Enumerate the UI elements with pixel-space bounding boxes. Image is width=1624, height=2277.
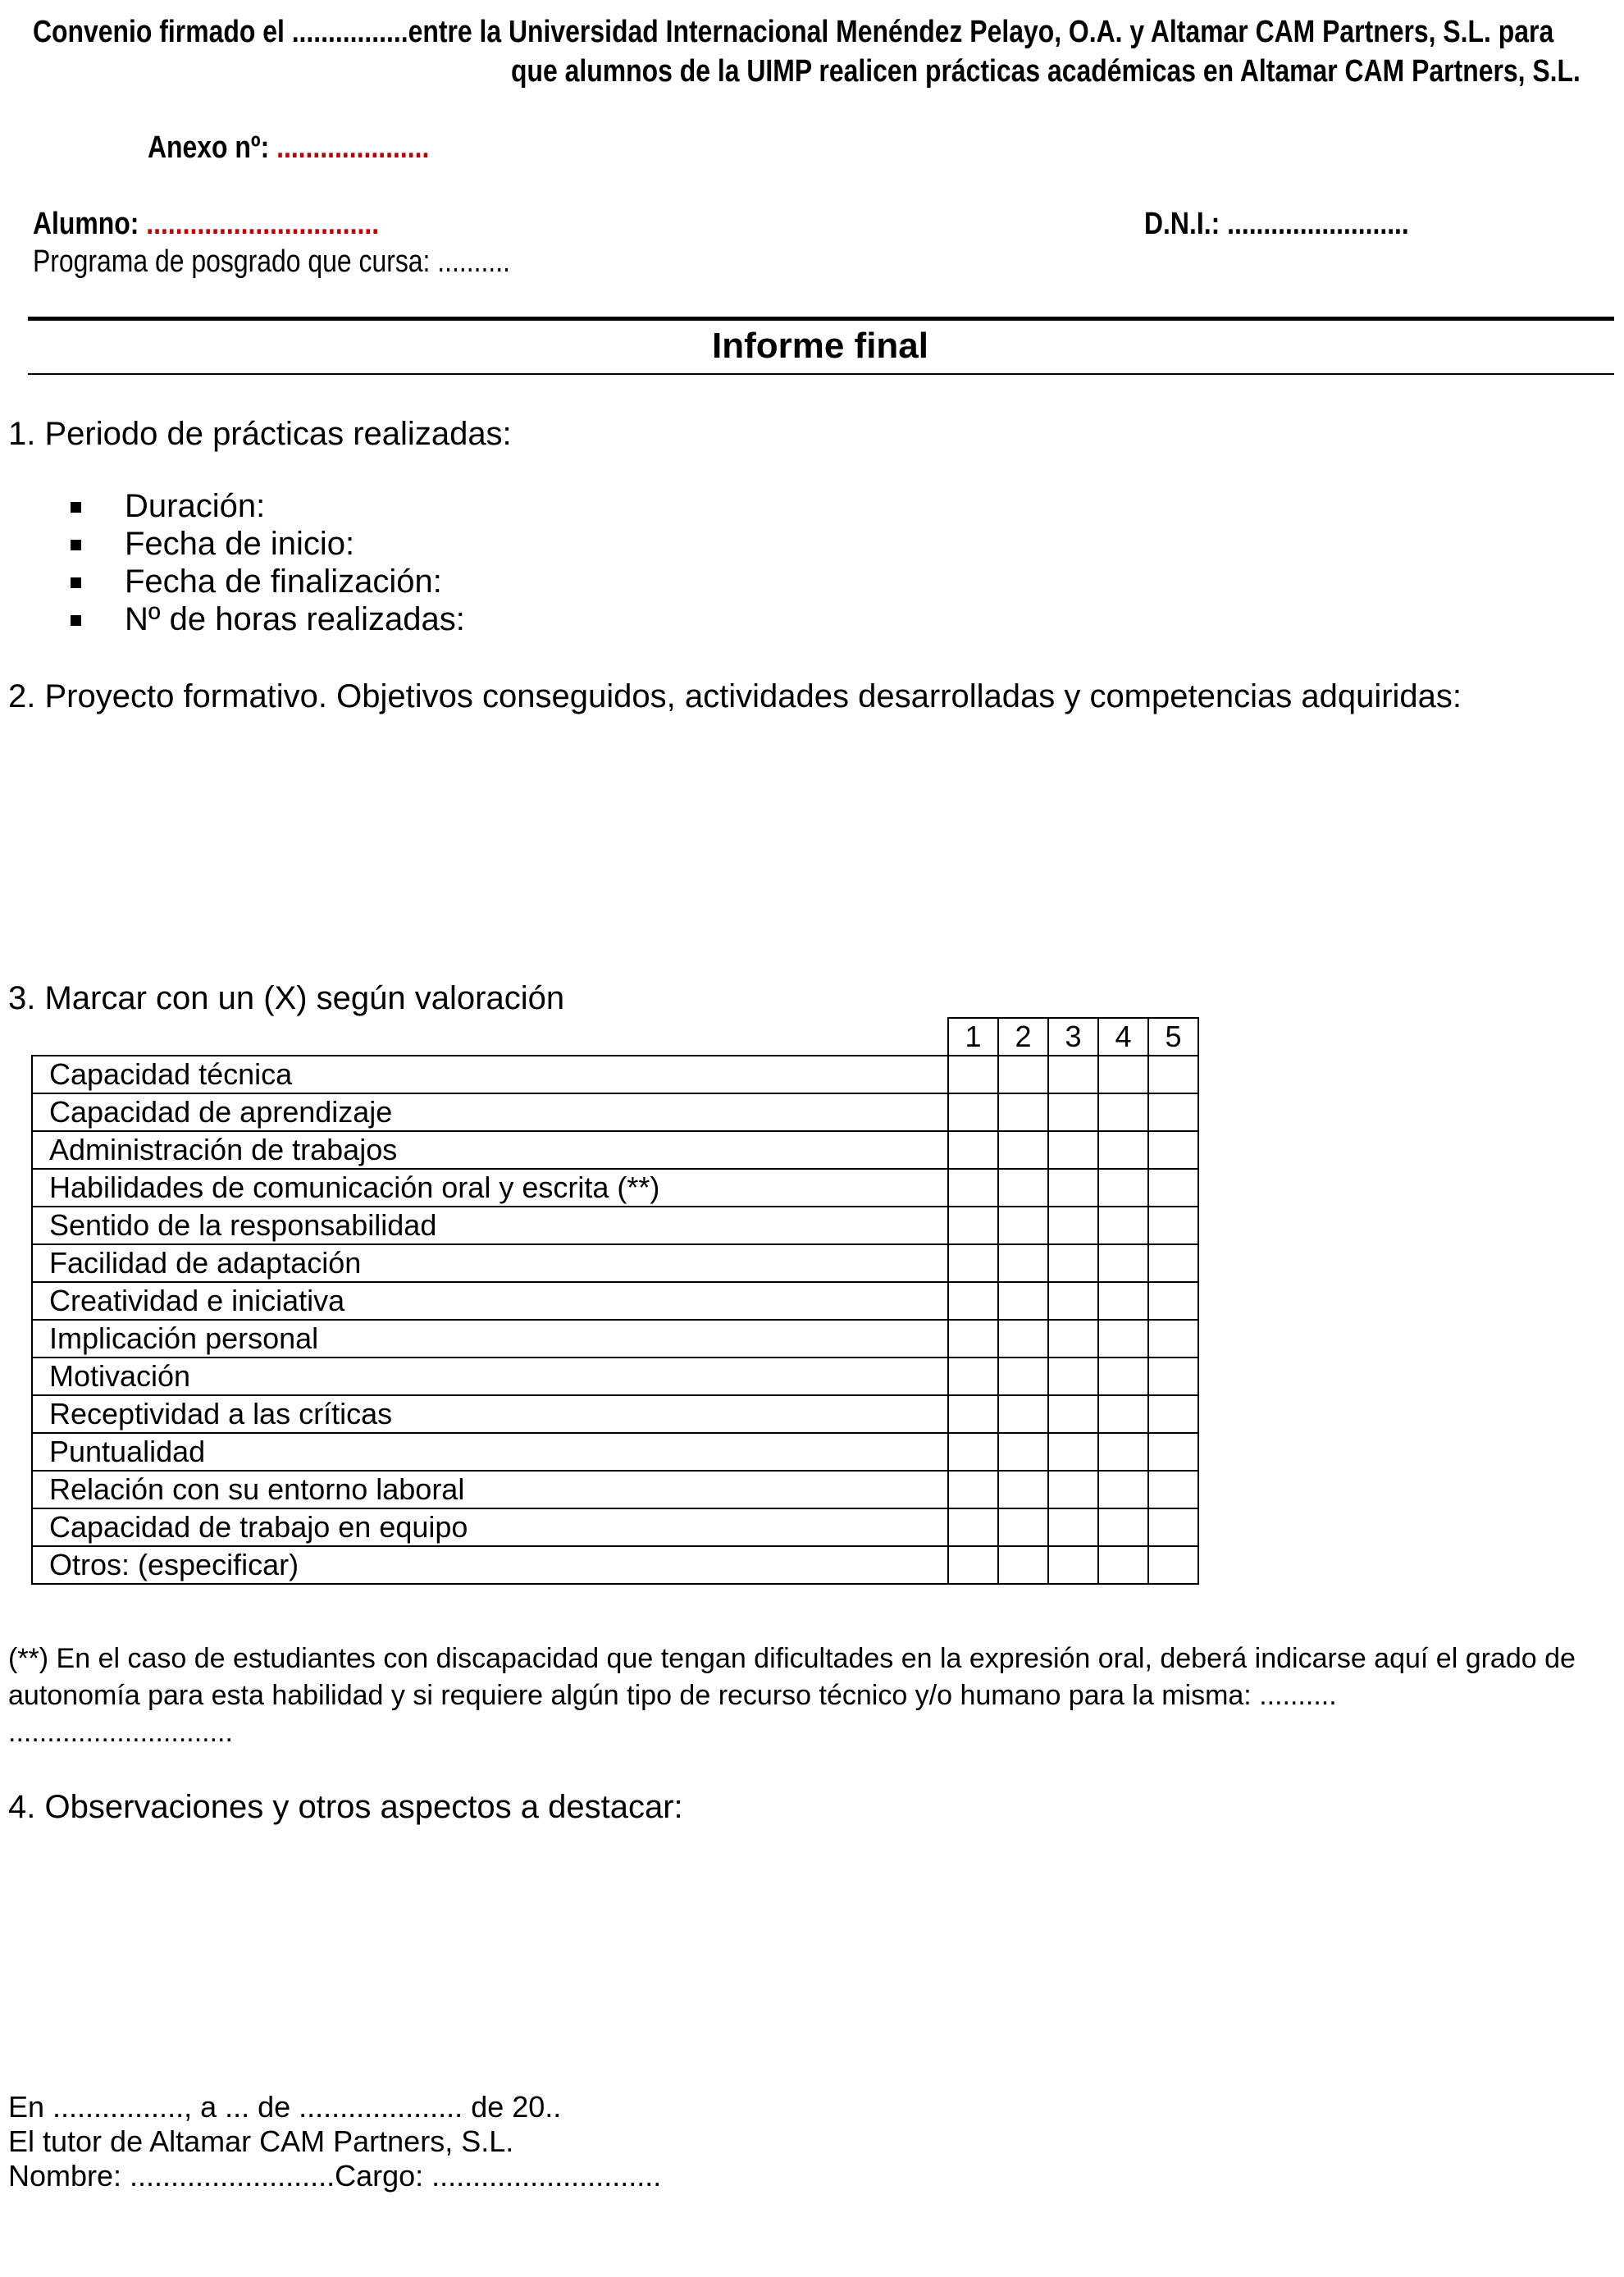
rating-box-4[interactable] xyxy=(1098,1056,1148,1093)
rating-box-2[interactable] xyxy=(998,1358,1048,1395)
student-value: ................................ xyxy=(146,207,380,241)
list-item: Fecha de finalización: xyxy=(0,563,465,600)
rating-box-2[interactable] xyxy=(998,1131,1048,1169)
rating-box-5[interactable] xyxy=(1148,1169,1198,1207)
title-bottom-rule xyxy=(28,373,1614,375)
rating-box-5[interactable] xyxy=(1148,1320,1198,1358)
table-row xyxy=(32,1056,1198,1093)
rating-box-5[interactable] xyxy=(1148,1131,1198,1169)
rating-box-5[interactable] xyxy=(1148,1471,1198,1508)
blank-header-cell xyxy=(32,1018,948,1056)
agreement-header-line2: que alumnos de la UIMP realicen prácticas académicas en Altamar CAM Partners, S.L. xyxy=(511,54,1581,89)
criterion-label: Administración de trabajos xyxy=(32,1131,948,1169)
rating-box-2[interactable] xyxy=(998,1508,1048,1546)
table-row xyxy=(32,1244,1198,1282)
section3-heading: 3. Marcar con un (X) según valoración xyxy=(8,980,565,1016)
rating-box-3[interactable] xyxy=(1048,1131,1098,1169)
rating-box-5[interactable] xyxy=(1148,1093,1198,1131)
criterion-label: Sentido de la responsabilidad xyxy=(32,1207,948,1244)
rating-box-4[interactable] xyxy=(1098,1169,1148,1207)
table-row xyxy=(32,1169,1198,1207)
table-row xyxy=(32,1395,1198,1433)
rating-box-4[interactable] xyxy=(1098,1282,1148,1320)
section1-heading: 1. Periodo de prácticas realizadas: xyxy=(8,416,512,452)
square-bullet-icon xyxy=(71,577,81,588)
student-line xyxy=(33,205,379,243)
rating-box-4[interactable] xyxy=(1098,1433,1148,1471)
note-line-3: ............................. xyxy=(8,1717,233,1748)
rating-box-1[interactable] xyxy=(948,1433,998,1471)
rating-box-3[interactable] xyxy=(1048,1093,1098,1131)
table-row xyxy=(32,1131,1198,1169)
rating-box-1[interactable] xyxy=(948,1508,998,1546)
table-row xyxy=(32,1320,1198,1358)
rating-box-4[interactable] xyxy=(1098,1244,1148,1282)
disability-note xyxy=(8,1640,1616,1751)
rating-box-1[interactable] xyxy=(948,1358,998,1395)
criterion-label: Habilidades de comunicación oral y escrita (**) xyxy=(32,1169,948,1207)
rating-box-4[interactable] xyxy=(1098,1320,1148,1358)
criterion-label: Facilidad de adaptación xyxy=(32,1244,948,1282)
table-row xyxy=(32,1471,1198,1508)
annex-value: ..................... xyxy=(276,130,430,165)
note-line-1: (**) En el caso de estudiantes con discapacidad que tengan dificultades en la expresión oral, deberá indicarse aquí el grado de xyxy=(8,1643,1576,1674)
criterion-label: Capacidad de aprendizaje xyxy=(32,1093,948,1131)
rating-box-2[interactable] xyxy=(998,1056,1048,1093)
dni-line xyxy=(1144,205,1409,243)
rating-box-1[interactable] xyxy=(948,1320,998,1358)
table-row xyxy=(32,1282,1198,1320)
criterion-label: Otros: (especificar) xyxy=(32,1546,948,1584)
table-row xyxy=(32,1207,1198,1244)
criterion-label: Motivación xyxy=(32,1358,948,1395)
rating-box-1[interactable] xyxy=(948,1244,998,1282)
criterion-label: Relación con su entorno laboral xyxy=(32,1471,948,1508)
list-item: Duración: xyxy=(0,487,465,525)
rating-box-3[interactable] xyxy=(1048,1056,1098,1093)
note-line-2: autonomía para esta habilidad y si requiere algún tipo de recurso técnico y/o humano para la misma: .......... xyxy=(8,1680,1337,1711)
period-list xyxy=(0,487,465,638)
list-item: Fecha de inicio: xyxy=(0,525,465,563)
square-bullet-icon xyxy=(71,615,81,626)
rating-table xyxy=(31,1017,1199,1585)
rating-box-5[interactable] xyxy=(1148,1056,1198,1093)
table-row xyxy=(32,1093,1198,1131)
rating-box-5[interactable] xyxy=(1148,1207,1198,1244)
rating-box-4[interactable] xyxy=(1098,1508,1148,1546)
agreement-header-line1: Convenio firmado el ................entre la Universidad Internacional Menéndez Pelayo, O.A. y Altamar CAM Partners, S.L. para xyxy=(33,15,1554,49)
rating-box-2[interactable] xyxy=(998,1093,1048,1131)
criterion-label: Receptividad a las críticas xyxy=(32,1395,948,1433)
section4-heading: 4. Observaciones y otros aspectos a destacar: xyxy=(8,1789,683,1825)
rating-box-3[interactable] xyxy=(1048,1207,1098,1244)
rating-box-1[interactable] xyxy=(948,1207,998,1244)
rating-box-1[interactable] xyxy=(948,1546,998,1584)
rating-box-5[interactable] xyxy=(1148,1546,1198,1584)
table-row xyxy=(32,1546,1198,1584)
rating-box-4[interactable] xyxy=(1098,1131,1148,1169)
rating-box-3[interactable] xyxy=(1048,1358,1098,1395)
rating-box-3[interactable] xyxy=(1048,1433,1098,1471)
page-title: Informe final xyxy=(711,326,929,366)
rating-box-3[interactable] xyxy=(1048,1395,1098,1433)
rating-box-5[interactable] xyxy=(1148,1358,1198,1395)
rating-box-5[interactable] xyxy=(1148,1282,1198,1320)
rating-box-3[interactable] xyxy=(1048,1546,1098,1584)
table-row xyxy=(32,1358,1198,1395)
title-top-rule xyxy=(28,317,1614,321)
rating-box-3[interactable] xyxy=(1048,1169,1098,1207)
rating-box-2[interactable] xyxy=(998,1207,1048,1244)
student-label: Alumno: xyxy=(33,207,139,241)
rating-box-1[interactable] xyxy=(948,1056,998,1093)
annex-line xyxy=(148,129,429,167)
rating-box-4[interactable] xyxy=(1098,1471,1148,1508)
scale-1: 1 xyxy=(948,1018,998,1056)
rating-box-1[interactable] xyxy=(948,1395,998,1433)
rating-box-2[interactable] xyxy=(998,1320,1048,1358)
criterion-label: Puntualidad xyxy=(32,1433,948,1471)
tutor-line: El tutor de Altamar CAM Partners, S.L. xyxy=(8,2124,514,2158)
rating-box-2[interactable] xyxy=(998,1471,1048,1508)
rating-box-4[interactable] xyxy=(1098,1093,1148,1131)
name-position-line: Nombre: .........................Cargo: ............................ xyxy=(8,2159,662,2193)
table-row xyxy=(32,1508,1198,1546)
rating-box-1[interactable] xyxy=(948,1131,998,1169)
criterion-label: Capacidad de trabajo en equipo xyxy=(32,1508,948,1546)
scale-5: 5 xyxy=(1148,1018,1198,1056)
rating-box-4[interactable] xyxy=(1098,1546,1148,1584)
table-row xyxy=(32,1433,1198,1471)
rating-box-2[interactable] xyxy=(998,1169,1048,1207)
rating-scale-row xyxy=(32,1018,1198,1056)
rating-box-1[interactable] xyxy=(948,1471,998,1508)
program-line: Programa de posgrado que cursa: .......... xyxy=(33,244,510,279)
rating-box-2[interactable] xyxy=(998,1546,1048,1584)
rating-box-1[interactable] xyxy=(948,1282,998,1320)
rating-box-5[interactable] xyxy=(1148,1508,1198,1546)
criterion-label: Creatividad e iniciativa xyxy=(32,1282,948,1320)
rating-box-5[interactable] xyxy=(1148,1433,1198,1471)
criterion-label: Implicación personal xyxy=(32,1320,948,1358)
rating-box-5[interactable] xyxy=(1148,1395,1198,1433)
square-bullet-icon xyxy=(71,502,81,513)
rating-box-2[interactable] xyxy=(998,1282,1048,1320)
rating-box-3[interactable] xyxy=(1048,1282,1098,1320)
list-item: Nº de horas realizadas: xyxy=(0,600,465,638)
rating-box-1[interactable] xyxy=(948,1093,998,1131)
scale-4: 4 xyxy=(1098,1018,1148,1056)
section2-heading: 2. Proyecto formativo. Objetivos conseguidos, actividades desarrolladas y competencias adquiridas: xyxy=(8,678,1462,714)
dni-label: D.N.I.: xyxy=(1144,207,1220,241)
annex-label: Anexo nº: xyxy=(148,130,270,165)
rating-box-4[interactable] xyxy=(1098,1207,1148,1244)
rating-box-3[interactable] xyxy=(1048,1320,1098,1358)
dni-value: ......................... xyxy=(1227,207,1409,241)
rating-box-2[interactable] xyxy=(998,1244,1048,1282)
criterion-label: Capacidad técnica xyxy=(32,1056,948,1093)
rating-box-1[interactable] xyxy=(948,1169,998,1207)
rating-box-2[interactable] xyxy=(998,1433,1048,1471)
scale-2: 2 xyxy=(998,1018,1048,1056)
rating-box-3[interactable] xyxy=(1048,1508,1098,1546)
rating-box-4[interactable] xyxy=(1098,1358,1148,1395)
rating-box-5[interactable] xyxy=(1148,1244,1198,1282)
rating-box-3[interactable] xyxy=(1048,1244,1098,1282)
rating-box-2[interactable] xyxy=(998,1395,1048,1433)
rating-box-4[interactable] xyxy=(1098,1395,1148,1433)
place-date-line: En ................, a ... de .................... de 20.. xyxy=(8,2090,562,2124)
rating-box-3[interactable] xyxy=(1048,1471,1098,1508)
square-bullet-icon xyxy=(71,540,81,550)
scale-3: 3 xyxy=(1048,1018,1098,1056)
